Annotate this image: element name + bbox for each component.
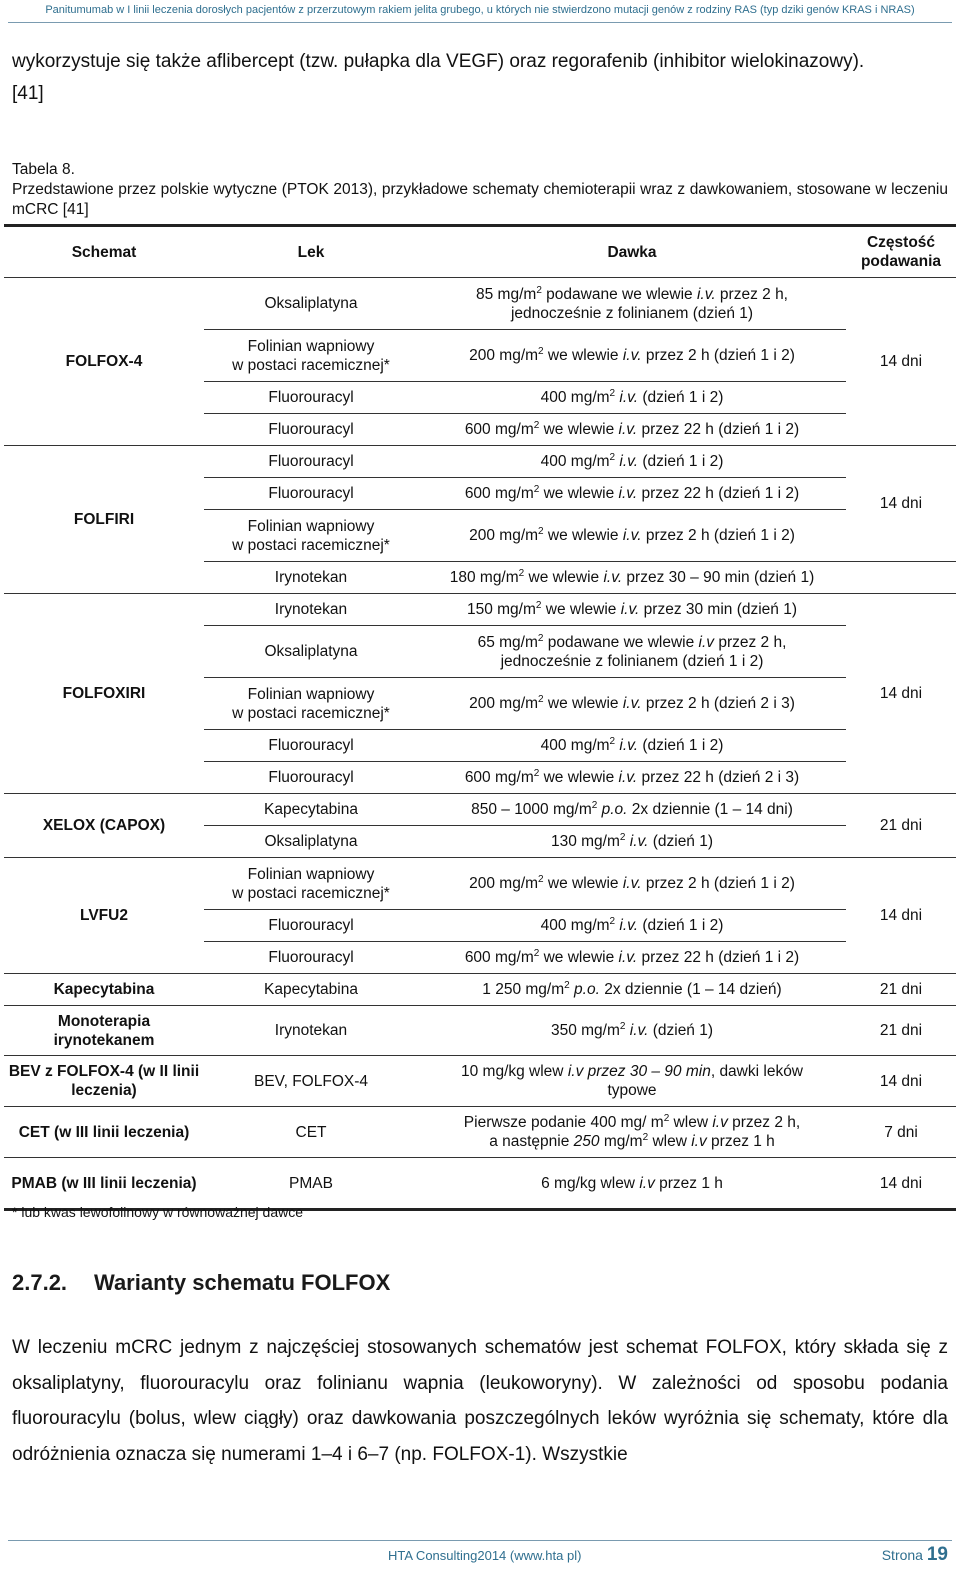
drug-cell: Fluorouracyl bbox=[204, 446, 418, 478]
scheme-cell: LVFU2 bbox=[4, 858, 204, 974]
dose-cell: 350 $mg/m^2$ i.v. (dzień 1) bbox=[418, 1006, 846, 1056]
table-row bbox=[4, 858, 956, 910]
drug-cell: Irynotekan bbox=[204, 1006, 418, 1056]
drug-cell: Fluorouracyl bbox=[204, 910, 418, 942]
dose-cell: 180 $mg/m^2$ we wlewie i.v. przez 30 – 90 min (dzień 1) bbox=[418, 562, 846, 594]
frequency-cell: 14 dni bbox=[846, 278, 956, 446]
scheme-cell: PMAB (w III linii leczenia) bbox=[4, 1158, 204, 1210]
section-heading bbox=[12, 1270, 390, 1296]
header-scheme: Schemat bbox=[4, 226, 204, 278]
drug-cell: Fluorouracyl bbox=[204, 942, 418, 974]
drug-cell: Oksaliplatyna bbox=[204, 826, 418, 858]
frequency-cell: 14 dni bbox=[846, 1056, 956, 1107]
scheme-cell: FOLFOXIRI bbox=[4, 594, 204, 794]
drug-cell: BEV, FOLFOX-4 bbox=[204, 1056, 418, 1107]
dose-cell: 850 – 1000 $mg/m^2$ p.o. 2x dziennie (1 – 14 dni) bbox=[418, 794, 846, 826]
intro-line-1: wykorzystuje się także aflibercept (tzw. pułapka dla VEGF) oraz regorafenib (inhibitor wielokinazowy). bbox=[12, 51, 865, 72]
frequency-cell: 14 dni bbox=[846, 446, 956, 562]
frequency-cell: 7 dni bbox=[846, 1107, 956, 1158]
table-header-row bbox=[4, 226, 956, 278]
body-paragraph: W leczeniu mCRC jednym z najczęściej stosowanych schematów jest schemat FOLFOX, który składa się z oksaliplatyny, fluorouracylu oraz folinianu wapnia (leukoworyny). W zależności od sposobu podania fluorouracylu (bolus, wlew ciągły) oraz dawkowania poszczególnych leków wyróżnia się schematy, które dla odróżnienia oznacza się numerami 1–4 i 6–7 (np. FOLFOX-1). Wszystkie bbox=[12, 1337, 948, 1465]
table-row bbox=[4, 594, 956, 626]
drug-cell: Oksaliplatyna bbox=[204, 626, 418, 678]
intro-line-2: [41] bbox=[12, 83, 44, 104]
drug-cell: Kapecytabina bbox=[204, 974, 418, 1006]
table-row bbox=[4, 278, 956, 330]
drug-cell: Kapecytabina bbox=[204, 794, 418, 826]
table-row bbox=[4, 446, 956, 478]
table-row bbox=[4, 974, 956, 1006]
page-number bbox=[882, 1544, 948, 1566]
scheme-cell: CET (w III linii leczenia) bbox=[4, 1107, 204, 1158]
drug-cell: Irynotekan bbox=[204, 562, 418, 594]
drug-cell: PMAB bbox=[204, 1158, 418, 1210]
frequency-cell: 21 dni bbox=[846, 1006, 956, 1056]
section-number: 2.7.2. bbox=[12, 1270, 68, 1295]
drug-cell: Folinian wapniowy w postaci racemicznej* bbox=[204, 330, 418, 382]
table-row bbox=[4, 1056, 956, 1107]
page-label: Strona bbox=[881, 1547, 923, 1563]
scheme-cell: Kapecytabina bbox=[4, 974, 204, 1006]
dose-cell: 10 mg/kg wlew i.v przez 30 – 90 min, dawki leków typowe bbox=[418, 1056, 846, 1107]
dose-cell: 400 $mg/m^2$ i.v. (dzień 1 i 2) bbox=[418, 910, 846, 942]
dose-cell: 200 $mg/m^2$ we wlewie i.v. przez 2 h (dzień 2 i 3) bbox=[418, 678, 846, 730]
dose-cell: 130 $mg/m^2$ i.v. (dzień 1) bbox=[418, 826, 846, 858]
header-drug: Lek bbox=[204, 226, 418, 278]
scheme-cell: Monoterapia irynotekanem bbox=[4, 1006, 204, 1056]
footer-divider bbox=[8, 1540, 952, 1541]
page-number-value: 19 bbox=[926, 1544, 948, 1565]
dose-cell: 600 $mg/m^2$ we wlewie i.v. przez 22 h (dzień 1 i 2) bbox=[418, 942, 846, 974]
dose-cell: 200 $mg/m^2$ we wlewie i.v. przez 2 h (dzień 1 i 2) bbox=[418, 858, 846, 910]
drug-cell: Fluorouracyl bbox=[204, 478, 418, 510]
dose-cell: 85 $mg/m^2$ podawane we wlewie i.v. przez 2 h, jednocześnie z folinianem (dzień 1) bbox=[418, 278, 846, 330]
frequency-cell-empty bbox=[846, 562, 956, 594]
frequency-cell: 21 dni bbox=[846, 794, 956, 858]
scheme-cell: BEV z FOLFOX-4 (w II linii leczenia) bbox=[4, 1056, 204, 1107]
dose-cell: 150 $mg/m^2$ we wlewie i.v. przez 30 min (dzień 1) bbox=[418, 594, 846, 626]
dose-cell: 400 $mg/m^2$ i.v. (dzień 1 i 2) bbox=[418, 382, 846, 414]
header-dose: Dawka bbox=[418, 226, 846, 278]
table-caption-text: Przedstawione przez polskie wytyczne (PTOK 2013), przykładowe schematy chemioterapii wraz z dawkowaniem, stosowane w leczeniu mCRC [41] bbox=[12, 181, 948, 218]
section-title: Warianty schematu FOLFOX bbox=[94, 1270, 391, 1295]
drug-cell: Folinian wapniowy w postaci racemicznej* bbox=[204, 510, 418, 562]
scheme-cell: FOLFIRI bbox=[4, 446, 204, 594]
frequency-cell: 21 dni bbox=[846, 974, 956, 1006]
table-caption bbox=[12, 160, 948, 220]
drug-cell: Folinian wapniowy w postaci racemicznej* bbox=[204, 858, 418, 910]
drug-cell: Folinian wapniowy w postaci racemicznej* bbox=[204, 678, 418, 730]
drug-cell: Oksaliplatyna bbox=[204, 278, 418, 330]
header-divider bbox=[8, 22, 952, 23]
dose-cell: 600 $mg/m^2$ we wlewie i.v. przez 22 h (dzień 1 i 2) bbox=[418, 478, 846, 510]
drug-cell: Irynotekan bbox=[204, 594, 418, 626]
dose-cell: Pierwsze podanie 400 mg/ $m^2$ wlew i.v przez 2 h, a następnie 250 $mg/m^2$ wlew i.v przez 1 h bbox=[418, 1107, 846, 1158]
table-row bbox=[4, 1006, 956, 1056]
scheme-cell: FOLFOX-4 bbox=[4, 278, 204, 446]
dose-cell: 400 $mg/m^2$ i.v. (dzień 1 i 2) bbox=[418, 730, 846, 762]
dosing-table bbox=[4, 224, 956, 1211]
dose-cell: 600 $mg/m^2$ we wlewie i.v. przez 22 h (dzień 2 i 3) bbox=[418, 762, 846, 794]
table-row bbox=[4, 794, 956, 826]
dose-cell: 200 $mg/m^2$ we wlewie i.v. przez 2 h (dzień 1 i 2) bbox=[418, 510, 846, 562]
dose-cell: 1 250 $mg/m^2$ p.o. 2x dziennie (1 – 14 dzień) bbox=[418, 974, 846, 1006]
drug-cell: Fluorouracyl bbox=[204, 414, 418, 446]
running-header: Panitumumab w I linii leczenia dorosłych pacjentów z przerzutowym rakiem jelita grubego, u których nie stwierdzono mutacji genów z rodziny RAS (typ dziki genów KRAS i NRAS) bbox=[45, 4, 915, 16]
drug-cell: CET bbox=[204, 1107, 418, 1158]
drug-cell: Fluorouracyl bbox=[204, 730, 418, 762]
table-caption-label: Tabela 8. bbox=[12, 161, 75, 178]
dose-cell: 600 $mg/m^2$ we wlewie i.v. przez 22 h (dzień 1 i 2) bbox=[418, 414, 846, 446]
frequency-cell: 14 dni bbox=[846, 858, 956, 974]
dose-cell: 6 mg/kg wlew i.v przez 1 h bbox=[418, 1158, 846, 1210]
drug-cell: Fluorouracyl bbox=[204, 382, 418, 414]
table-row bbox=[4, 1107, 956, 1158]
table-footnote: * lub kwas lewofolinowy w równoważnej dawce bbox=[12, 1204, 304, 1220]
dose-cell: 65 $mg/m^2$ podawane we wlewie i.v przez 2 h, jednocześnie z folinianem (dzień 1 i 2) bbox=[418, 626, 846, 678]
drug-cell: Fluorouracyl bbox=[204, 762, 418, 794]
table-row bbox=[4, 1158, 956, 1210]
dose-cell: 400 $mg/m^2$ i.v. (dzień 1 i 2) bbox=[418, 446, 846, 478]
intro-paragraph bbox=[12, 46, 948, 110]
header-frequency: Częstość podawania bbox=[846, 226, 956, 278]
frequency-cell: 14 dni bbox=[846, 594, 956, 794]
frequency-cell: 14 dni bbox=[846, 1158, 956, 1210]
scheme-cell: XELOX (CAPOX) bbox=[4, 794, 204, 858]
footer-source: HTA Consulting2014 (www.hta pl) bbox=[388, 1548, 582, 1563]
dose-cell: 200 $mg/m^2$ we wlewie i.v. przez 2 h (dzień 1 i 2) bbox=[418, 330, 846, 382]
